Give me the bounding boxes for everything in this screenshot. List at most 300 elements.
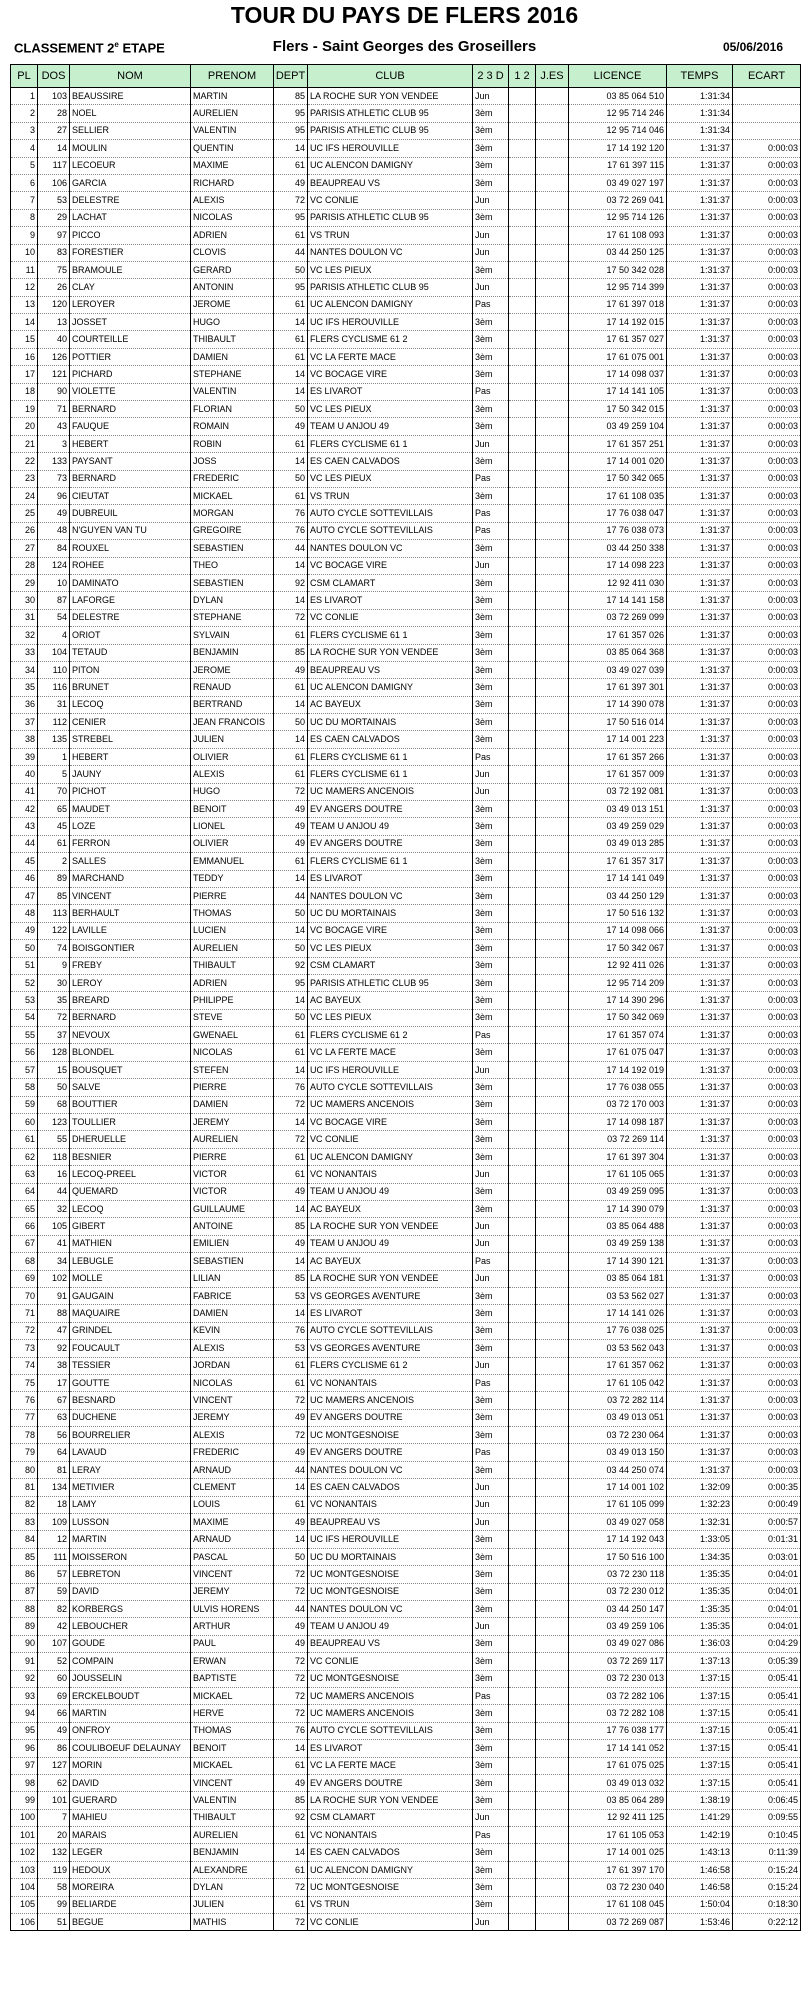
table-row: [11, 540, 801, 557]
category-12-cell: [509, 1148, 536, 1165]
firstname-cell: ADRIEN: [191, 974, 274, 991]
firstname-cell: THIBAULT: [191, 331, 274, 348]
dept-cell: 14: [274, 1844, 308, 1861]
time-cell: 1:31:37: [667, 1044, 733, 1061]
place-cell: 29: [11, 574, 38, 591]
time-cell: 1:37:15: [667, 1687, 733, 1704]
time-cell: 1:31:37: [667, 679, 733, 696]
bib-cell: 97: [38, 227, 70, 244]
jes-cell: [536, 105, 569, 122]
category-12-cell: [509, 818, 536, 835]
jes-cell: [536, 574, 569, 591]
bib-cell: 31: [38, 696, 70, 713]
jes-cell: [536, 1253, 569, 1270]
dept-cell: 14: [274, 366, 308, 383]
gap-cell: 0:04:29: [733, 1635, 801, 1652]
table-row: [11, 418, 801, 435]
table-row: [11, 1096, 801, 1113]
place-cell: 99: [11, 1792, 38, 1809]
gap-cell: 0:03:01: [733, 1548, 801, 1565]
jes-cell: [536, 905, 569, 922]
table-row: [11, 1044, 801, 1061]
jes-cell: [536, 1287, 569, 1304]
jes-cell: [536, 835, 569, 852]
dept-cell: 14: [274, 592, 308, 609]
dept-cell: 14: [274, 1253, 308, 1270]
bib-cell: 59: [38, 1583, 70, 1600]
club-cell: FLERS CYCLISME 61 1: [308, 766, 473, 783]
category-12-cell: [509, 1461, 536, 1478]
firstname-cell: THEO: [191, 557, 274, 574]
gap-cell: 0:15:24: [733, 1861, 801, 1878]
gap-cell: 0:00:03: [733, 557, 801, 574]
licence-cell: 17 50 342 065: [569, 470, 667, 487]
gap-cell: 0:04:01: [733, 1600, 801, 1617]
gap-cell: 0:00:03: [733, 1305, 801, 1322]
table-row: [11, 401, 801, 418]
licence-cell: 03 85 064 181: [569, 1270, 667, 1287]
jes-cell: [536, 1461, 569, 1478]
time-cell: 1:31:37: [667, 1270, 733, 1287]
race-date: 05/06/2016: [722, 40, 783, 54]
place-cell: 52: [11, 974, 38, 991]
club-cell: VC LA FERTE MACE: [308, 348, 473, 365]
bib-cell: 51: [38, 1914, 70, 1931]
jes-cell: [536, 766, 569, 783]
place-cell: 101: [11, 1827, 38, 1844]
place-cell: 14: [11, 314, 38, 331]
gap-cell: 0:00:03: [733, 1444, 801, 1461]
licence-cell: 03 72 269 117: [569, 1653, 667, 1670]
surname-cell: HEBERT: [70, 435, 191, 452]
place-cell: 73: [11, 1340, 38, 1357]
bib-cell: 90: [38, 383, 70, 400]
firstname-cell: VALENTIN: [191, 383, 274, 400]
category-cell: 3èm: [473, 1670, 509, 1687]
place-cell: 83: [11, 1514, 38, 1531]
category-cell: 3èm: [473, 1287, 509, 1304]
time-cell: 1:37:15: [667, 1722, 733, 1739]
surname-cell: MOISSERON: [70, 1548, 191, 1565]
time-cell: 1:31:37: [667, 974, 733, 991]
firstname-cell: ALEXIS: [191, 1340, 274, 1357]
place-cell: 97: [11, 1757, 38, 1774]
time-cell: 1:31:37: [667, 1166, 733, 1183]
place-cell: 18: [11, 383, 38, 400]
time-cell: 1:31:37: [667, 1096, 733, 1113]
time-cell: 1:50:04: [667, 1896, 733, 1913]
place-cell: 103: [11, 1861, 38, 1878]
category-cell: 3èm: [473, 1079, 509, 1096]
bib-cell: 83: [38, 244, 70, 261]
surname-cell: BRAMOULE: [70, 261, 191, 278]
licence-cell: 03 72 230 118: [569, 1566, 667, 1583]
licence-cell: 12 92 411 125: [569, 1809, 667, 1826]
surname-cell: MOREIRA: [70, 1879, 191, 1896]
licence-cell: 03 49 013 150: [569, 1444, 667, 1461]
time-cell: 1:31:37: [667, 940, 733, 957]
licence-cell: 17 76 038 047: [569, 505, 667, 522]
dept-cell: 14: [274, 992, 308, 1009]
club-cell: UC MONTGESNOISE: [308, 1879, 473, 1896]
jes-cell: [536, 1722, 569, 1739]
category-12-cell: [509, 540, 536, 557]
dept-cell: 72: [274, 609, 308, 626]
dept-cell: 50: [274, 905, 308, 922]
category-cell: Pas: [473, 1687, 509, 1704]
bib-cell: 99: [38, 1896, 70, 1913]
category-12-cell: [509, 401, 536, 418]
place-cell: 32: [11, 627, 38, 644]
surname-cell: PITON: [70, 661, 191, 678]
jes-cell: [536, 1079, 569, 1096]
surname-cell: COMPAIN: [70, 1653, 191, 1670]
gap-cell: 0:00:03: [733, 1148, 801, 1165]
place-cell: 60: [11, 1114, 38, 1131]
time-cell: 1:31:37: [667, 157, 733, 174]
dept-cell: 85: [274, 1792, 308, 1809]
bib-cell: 34: [38, 1253, 70, 1270]
table-row: [11, 1079, 801, 1096]
surname-cell: MARAIS: [70, 1827, 191, 1844]
gap-cell: 0:00:03: [733, 957, 801, 974]
licence-cell: 12 95 714 209: [569, 974, 667, 991]
bib-cell: 68: [38, 1096, 70, 1113]
surname-cell: DUBREUIL: [70, 505, 191, 522]
firstname-cell: AURELIEN: [191, 105, 274, 122]
category-cell: 3èm: [473, 1044, 509, 1061]
bib-cell: 1: [38, 748, 70, 765]
club-cell: UC MAMERS ANCENOIS: [308, 1687, 473, 1704]
bib-cell: 133: [38, 453, 70, 470]
club-cell: NANTES DOULON VC: [308, 887, 473, 904]
bib-cell: 44: [38, 1183, 70, 1200]
surname-cell: GUERARD: [70, 1792, 191, 1809]
category-12-cell: [509, 505, 536, 522]
time-cell: 1:37:15: [667, 1757, 733, 1774]
place-cell: 77: [11, 1409, 38, 1426]
table-row: [11, 1844, 801, 1861]
licence-cell: 03 49 259 138: [569, 1235, 667, 1252]
category-12-cell: [509, 383, 536, 400]
firstname-cell: HUGO: [191, 783, 274, 800]
licence-cell: 03 44 250 129: [569, 887, 667, 904]
time-cell: 1:53:46: [667, 1914, 733, 1931]
time-cell: 1:31:37: [667, 1461, 733, 1478]
dept-cell: 76: [274, 505, 308, 522]
licence-cell: 17 14 098 187: [569, 1114, 667, 1131]
dept-cell: 61: [274, 1896, 308, 1913]
firstname-cell: CLEMENT: [191, 1479, 274, 1496]
surname-cell: KORBERGS: [70, 1600, 191, 1617]
firstname-cell: RENAUD: [191, 679, 274, 696]
bib-cell: 15: [38, 1061, 70, 1078]
category-cell: 3èm: [473, 974, 509, 991]
category-12-cell: [509, 1340, 536, 1357]
bib-cell: 132: [38, 1844, 70, 1861]
place-cell: 70: [11, 1287, 38, 1304]
category-cell: 3èm: [473, 1427, 509, 1444]
category-cell: 3èm: [473, 679, 509, 696]
dept-cell: 14: [274, 1114, 308, 1131]
jes-cell: [536, 1583, 569, 1600]
jes-cell: [536, 366, 569, 383]
jes-cell: [536, 1305, 569, 1322]
dept-cell: 53: [274, 1287, 308, 1304]
gap-cell: 0:00:03: [733, 1201, 801, 1218]
surname-cell: CENIER: [70, 714, 191, 731]
licence-cell: 17 61 075 001: [569, 348, 667, 365]
category-12-cell: [509, 1740, 536, 1757]
firstname-cell: ARNAUD: [191, 1461, 274, 1478]
jes-cell: [536, 887, 569, 904]
table-row: [11, 122, 801, 139]
gap-cell: 0:00:03: [733, 922, 801, 939]
time-cell: 1:31:37: [667, 1131, 733, 1148]
table-row: [11, 1009, 801, 1026]
time-cell: 1:31:37: [667, 1305, 733, 1322]
time-cell: 1:31:37: [667, 348, 733, 365]
jes-cell: [536, 974, 569, 991]
firstname-cell: FREDERIC: [191, 470, 274, 487]
gap-cell: 0:00:03: [733, 140, 801, 157]
place-cell: 74: [11, 1357, 38, 1374]
place-cell: 93: [11, 1687, 38, 1704]
time-cell: 1:31:37: [667, 1357, 733, 1374]
table-row: [11, 1409, 801, 1426]
gap-cell: 0:00:03: [733, 1061, 801, 1078]
surname-cell: TOULLIER: [70, 1114, 191, 1131]
time-cell: 1:32:31: [667, 1514, 733, 1531]
jes-cell: [536, 453, 569, 470]
time-cell: 1:31:37: [667, 853, 733, 870]
surname-cell: GAUGAIN: [70, 1287, 191, 1304]
firstname-cell: MATHIS: [191, 1914, 274, 1931]
club-cell: UC IFS HEROUVILLE: [308, 1061, 473, 1078]
bib-cell: 127: [38, 1757, 70, 1774]
category-12-cell: [509, 574, 536, 591]
place-cell: 7: [11, 192, 38, 209]
bib-cell: 81: [38, 1461, 70, 1478]
club-cell: FLERS CYCLISME 61 2: [308, 331, 473, 348]
table-row: [11, 1653, 801, 1670]
place-cell: 10: [11, 244, 38, 261]
dept-cell: 85: [274, 88, 308, 105]
category-cell: 3èm: [473, 261, 509, 278]
licence-cell: 17 14 390 079: [569, 1201, 667, 1218]
category-12-cell: [509, 140, 536, 157]
category-cell: 3èm: [473, 1844, 509, 1861]
bib-cell: 105: [38, 1218, 70, 1235]
category-12-cell: [509, 1183, 536, 1200]
table-row: [11, 1809, 801, 1826]
dept-cell: 49: [274, 418, 308, 435]
bib-cell: 13: [38, 314, 70, 331]
category-cell: 3èm: [473, 731, 509, 748]
table-row: [11, 522, 801, 539]
club-cell: TEAM U ANJOU 49: [308, 1618, 473, 1635]
club-cell: ES LIVAROT: [308, 592, 473, 609]
firstname-cell: PASCAL: [191, 1548, 274, 1565]
firstname-cell: MICKAEL: [191, 487, 274, 504]
table-row: [11, 331, 801, 348]
place-cell: 54: [11, 1009, 38, 1026]
bib-cell: 28: [38, 105, 70, 122]
table-row: [11, 748, 801, 765]
firstname-cell: JOSS: [191, 453, 274, 470]
place-cell: 20: [11, 418, 38, 435]
firstname-cell: DAMIEN: [191, 348, 274, 365]
club-cell: BEAUPREAU VS: [308, 661, 473, 678]
gap-cell: 0:11:39: [733, 1844, 801, 1861]
category-12-cell: [509, 314, 536, 331]
club-cell: VS TRUN: [308, 227, 473, 244]
club-cell: NANTES DOULON VC: [308, 244, 473, 261]
bib-cell: 52: [38, 1653, 70, 1670]
surname-cell: BESNARD: [70, 1392, 191, 1409]
category-cell: Jun: [473, 1618, 509, 1635]
category-cell: 3èm: [473, 453, 509, 470]
table-row: [11, 766, 801, 783]
licence-cell: 12 95 714 046: [569, 122, 667, 139]
time-cell: 1:46:58: [667, 1879, 733, 1896]
gap-cell: 0:05:41: [733, 1687, 801, 1704]
licence-cell: 17 76 038 177: [569, 1722, 667, 1739]
category-cell: 3èm: [473, 331, 509, 348]
category-cell: 3èm: [473, 140, 509, 157]
jes-cell: [536, 609, 569, 626]
club-cell: PARISIS ATHLETIC CLUB 95: [308, 122, 473, 139]
surname-cell: MOULIN: [70, 140, 191, 157]
table-row: [11, 1427, 801, 1444]
time-cell: 1:31:37: [667, 801, 733, 818]
table-row: [11, 1757, 801, 1774]
gap-cell: 0:05:41: [733, 1705, 801, 1722]
gap-cell: 0:00:49: [733, 1496, 801, 1513]
place-cell: 67: [11, 1235, 38, 1252]
category-12-cell: [509, 1131, 536, 1148]
gap-cell: 0:04:01: [733, 1618, 801, 1635]
category-12-cell: [509, 1287, 536, 1304]
licence-cell: 03 44 250 074: [569, 1461, 667, 1478]
time-cell: 1:31:37: [667, 1235, 733, 1252]
surname-cell: BESNIER: [70, 1148, 191, 1165]
category-12-cell: [509, 870, 536, 887]
bib-cell: 58: [38, 1879, 70, 1896]
time-cell: 1:31:37: [667, 540, 733, 557]
category-cell: 3èm: [473, 1009, 509, 1026]
time-cell: 1:31:37: [667, 627, 733, 644]
club-cell: UC MONTGESNOISE: [308, 1670, 473, 1687]
jes-cell: [536, 592, 569, 609]
gap-cell: 0:00:03: [733, 487, 801, 504]
dept-cell: 44: [274, 540, 308, 557]
licence-cell: 03 72 230 012: [569, 1583, 667, 1600]
table-row: [11, 1548, 801, 1565]
table-row: [11, 627, 801, 644]
table-row: [11, 1861, 801, 1878]
bib-cell: 122: [38, 922, 70, 939]
surname-cell: MAQUAIRE: [70, 1305, 191, 1322]
jes-cell: [536, 801, 569, 818]
licence-cell: 03 44 250 125: [569, 244, 667, 261]
place-cell: 105: [11, 1896, 38, 1913]
club-cell: UC IFS HEROUVILLE: [308, 1531, 473, 1548]
time-cell: 1:38:19: [667, 1792, 733, 1809]
club-cell: UC IFS HEROUVILLE: [308, 140, 473, 157]
category-cell: Pas: [473, 505, 509, 522]
firstname-cell: HUGO: [191, 314, 274, 331]
surname-cell: VINCENT: [70, 887, 191, 904]
firstname-cell: VALENTIN: [191, 1792, 274, 1809]
category-12-cell: [509, 1096, 536, 1113]
table-row: [11, 1392, 801, 1409]
table-row: [11, 1114, 801, 1131]
club-cell: VC BOCAGE VIRE: [308, 557, 473, 574]
time-cell: 1:46:58: [667, 1861, 733, 1878]
club-cell: VC NONANTAIS: [308, 1374, 473, 1391]
category-12-cell: [509, 261, 536, 278]
club-cell: UC ALENCON DAMIGNY: [308, 679, 473, 696]
gap-cell: 0:05:41: [733, 1740, 801, 1757]
table-row: [11, 435, 801, 452]
club-cell: UC DU MORTAINAIS: [308, 1548, 473, 1565]
bib-cell: 50: [38, 1079, 70, 1096]
place-cell: 53: [11, 992, 38, 1009]
firstname-cell: STEFEN: [191, 1061, 274, 1078]
category-cell: Jun: [473, 766, 509, 783]
licence-cell: 03 85 064 289: [569, 1792, 667, 1809]
firstname-cell: BENJAMIN: [191, 1844, 274, 1861]
category-cell: 3èm: [473, 1879, 509, 1896]
gap-cell: 0:00:03: [733, 1114, 801, 1131]
club-cell: ES LIVAROT: [308, 1740, 473, 1757]
category-12-cell: [509, 1322, 536, 1339]
gap-cell: [733, 88, 801, 105]
dept-cell: 61: [274, 1861, 308, 1878]
firstname-cell: PHILIPPE: [191, 992, 274, 1009]
table-row: [11, 1287, 801, 1304]
dept-cell: 14: [274, 314, 308, 331]
licence-cell: 17 14 141 026: [569, 1305, 667, 1322]
classement-suffix: ETAPE: [118, 40, 165, 56]
category-cell: 3èm: [473, 1531, 509, 1548]
dept-cell: 72: [274, 1705, 308, 1722]
firstname-cell: ADRIEN: [191, 227, 274, 244]
place-cell: 13: [11, 296, 38, 313]
gap-cell: 0:00:03: [733, 592, 801, 609]
surname-cell: BRUNET: [70, 679, 191, 696]
place-cell: 84: [11, 1531, 38, 1548]
bib-cell: 2: [38, 853, 70, 870]
dept-cell: 61: [274, 1757, 308, 1774]
bib-cell: 134: [38, 1479, 70, 1496]
gap-cell: 0:18:30: [733, 1896, 801, 1913]
place-cell: 3: [11, 122, 38, 139]
category-12-cell: [509, 1531, 536, 1548]
table-row: [11, 609, 801, 626]
dept-cell: 49: [274, 1235, 308, 1252]
place-cell: 35: [11, 679, 38, 696]
category-12-cell: [509, 1201, 536, 1218]
category-12-cell: [509, 714, 536, 731]
licence-cell: 17 76 038 073: [569, 522, 667, 539]
surname-cell: MAUDET: [70, 801, 191, 818]
category-cell: 3èm: [473, 627, 509, 644]
time-cell: 1:31:37: [667, 227, 733, 244]
surname-cell: LEBRETON: [70, 1566, 191, 1583]
club-cell: PARISIS ATHLETIC CLUB 95: [308, 105, 473, 122]
